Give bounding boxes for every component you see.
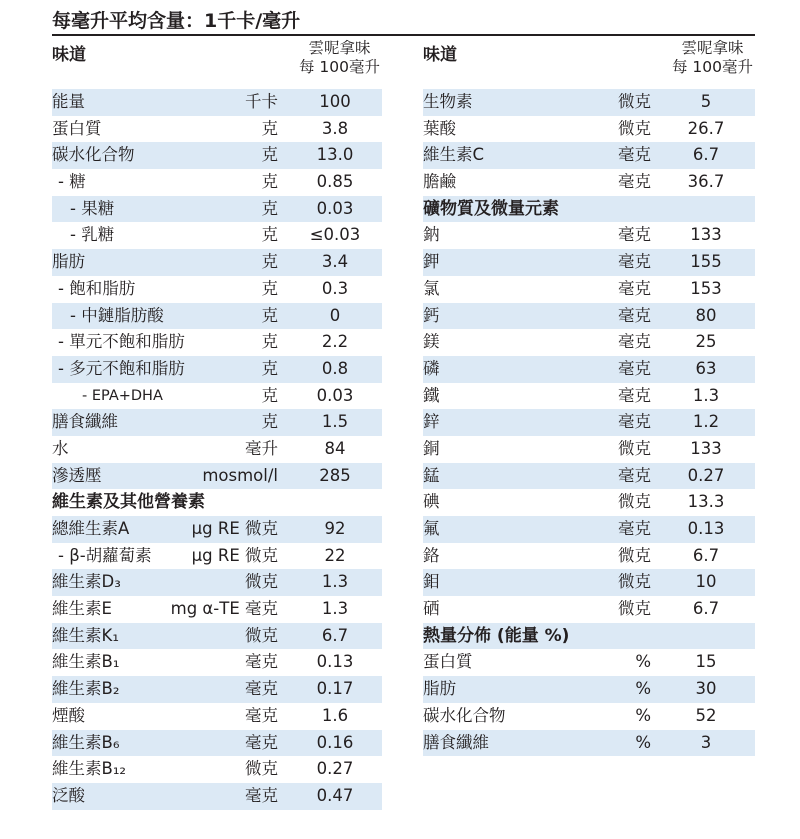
table-row	[52, 276, 382, 303]
nutrient-name: 銅	[423, 438, 440, 458]
nutrient-name: 膽鹼	[423, 172, 456, 192]
nutrient-value: 3.4	[321, 252, 349, 272]
nutrient-name: - 乳糖	[70, 225, 115, 245]
flavor-name: 雲呢拿味	[681, 39, 744, 57]
nutrient-value: 25	[695, 332, 717, 352]
nutrient-value: 1.3	[692, 385, 720, 405]
table-row	[52, 436, 382, 463]
nutrient-unit: 微克	[618, 599, 651, 619]
nutrient-unit: 毫克	[618, 385, 651, 405]
nutrient-unit: 克	[261, 118, 278, 138]
nutrient-unit: 毫克	[618, 145, 651, 165]
table-row	[423, 703, 755, 730]
table-row	[52, 703, 382, 730]
table-row	[52, 569, 382, 596]
nutrient-unit: 毫克	[618, 278, 651, 298]
nutrient-name: 生物素	[423, 92, 473, 111]
right-header	[423, 37, 755, 89]
table-row	[52, 596, 382, 623]
nutrient-value: 0	[329, 305, 341, 325]
nutrient-unit: 毫克	[245, 652, 278, 672]
nutrient-value: 6.7	[692, 599, 720, 619]
nutrient-value: 0.16	[316, 732, 354, 752]
nutrient-name: - 多元不飽和脂肪	[58, 358, 185, 378]
table-row	[423, 569, 755, 596]
nutrient-name: - EPA+DHA	[82, 387, 163, 404]
section-heading-row	[52, 489, 382, 516]
nutrient-unit: 克	[261, 225, 278, 245]
nutrient-unit: 微克	[618, 545, 651, 565]
table-row	[52, 623, 382, 650]
nutrient-unit: µg RE 微克	[191, 545, 278, 565]
nutrient-value: 0.3	[321, 278, 349, 298]
table-row	[52, 516, 382, 543]
nutrient-unit: 克	[261, 145, 278, 165]
nutrient-unit: 毫克	[618, 225, 651, 245]
nutrient-name: 膳食纖維	[52, 412, 118, 432]
nutrient-unit: 克	[261, 332, 278, 352]
left-column	[52, 37, 382, 810]
nutrient-unit: 克	[261, 412, 278, 432]
section-heading-row	[423, 196, 755, 223]
nutrient-unit: 微克	[618, 118, 651, 138]
nutrient-unit: 克	[261, 172, 278, 192]
nutrient-name: 維生素B₁₂	[52, 759, 127, 779]
nutrient-unit: 克	[261, 198, 278, 218]
nutrient-name: 鐵	[423, 385, 440, 405]
nutrient-name: 蛋白質	[52, 118, 102, 138]
nutrient-name: 水	[52, 438, 69, 458]
table-row	[423, 409, 755, 436]
table-row	[423, 329, 755, 356]
table-row	[52, 356, 382, 383]
nutrient-value: 0.03	[316, 385, 354, 405]
table-row	[423, 463, 755, 490]
nutrient-name: 鈉	[423, 225, 440, 245]
table-row	[52, 196, 382, 223]
nutrient-value: 3	[700, 732, 712, 752]
nutrient-unit: 克	[261, 252, 278, 272]
nutrient-unit: 克	[261, 278, 278, 298]
nutrient-name: 脂肪	[423, 679, 456, 699]
nutrient-value: 1.3	[321, 599, 349, 619]
table-row	[423, 436, 755, 463]
nutrient-name: 碳水化合物	[423, 705, 506, 725]
nutrient-unit: 微克	[245, 572, 278, 592]
nutrient-name: 氯	[423, 278, 440, 298]
flavor-heading	[672, 39, 753, 77]
nutrient-unit: 微克	[618, 438, 651, 458]
nutrient-value: 63	[695, 358, 717, 378]
nutrient-name: - 飽和脂肪	[58, 278, 136, 298]
nutrient-unit: 毫克	[618, 332, 651, 352]
nutrient-value: 285	[319, 465, 351, 485]
nutrient-value: 0.03	[316, 198, 354, 218]
table-row	[423, 89, 755, 116]
nutrient-name: 鉀	[423, 252, 440, 272]
nutrient-unit: µg RE 微克	[191, 519, 278, 538]
table-row	[423, 543, 755, 570]
nutrient-name: 總維生素A	[52, 519, 130, 538]
flavor-label: 味道	[52, 45, 86, 65]
nutrient-name: 鉬	[423, 572, 440, 592]
nutrient-unit: %	[635, 705, 651, 725]
nutrient-unit: 微克	[618, 92, 651, 111]
nutrient-value: 6.7	[321, 625, 349, 645]
nutrient-name: 維生素K₁	[52, 625, 119, 645]
nutrient-unit: %	[635, 732, 651, 752]
table-row	[423, 116, 755, 143]
nutrient-unit: 毫克	[245, 705, 278, 725]
nutrient-name: 煙酸	[52, 705, 85, 725]
nutrient-unit: %	[635, 652, 651, 672]
nutrient-name: 鋅	[423, 412, 440, 432]
nutrient-name: 鎂	[423, 332, 440, 352]
nutrient-name: 錳	[423, 465, 440, 485]
nutrient-name: - β-胡蘿蔔素	[58, 545, 152, 565]
nutrient-name: 維生素E	[52, 599, 112, 619]
nutrient-unit: 克	[261, 385, 278, 405]
nutrient-value: 30	[695, 679, 717, 699]
title-rule	[52, 34, 755, 36]
left-rows	[52, 89, 382, 810]
nutrient-unit: 千卡	[245, 92, 278, 111]
table-row	[423, 730, 755, 757]
table-row	[52, 222, 382, 249]
nutrient-value: 0.27	[316, 759, 354, 779]
table-row	[423, 356, 755, 383]
nutrient-name: 磷	[423, 358, 440, 378]
table-row	[423, 596, 755, 623]
right-rows	[423, 89, 755, 756]
nutrient-value: 22	[324, 545, 346, 565]
table-row	[52, 303, 382, 330]
nutrient-name: 維生素B₂	[52, 679, 120, 699]
nutrient-value: 1.3	[321, 572, 349, 592]
nutrient-name: 碳水化合物	[52, 145, 135, 165]
nutrient-value: 92	[324, 519, 346, 538]
nutrient-value: 0.8	[321, 358, 349, 378]
nutrient-unit: mg α-TE 毫克	[170, 599, 278, 619]
nutrient-value: 3.8	[321, 118, 349, 138]
table-row	[423, 489, 755, 516]
table-row	[423, 276, 755, 303]
nutrient-unit: 毫克	[618, 519, 651, 538]
nutrient-name: 維生素B₆	[52, 732, 120, 752]
nutrient-name: 維生素B₁	[52, 652, 120, 672]
nutrient-value: 13.3	[687, 492, 725, 512]
nutrient-unit: 毫克	[618, 252, 651, 272]
nutrient-value: 100	[319, 92, 351, 111]
right-column	[423, 37, 755, 756]
nutrient-name: - 果糖	[70, 198, 115, 218]
section-heading-row	[423, 623, 755, 650]
table-row	[52, 783, 382, 810]
table-row	[52, 142, 382, 169]
nutrient-value: 153	[690, 278, 722, 298]
nutrient-value: 133	[690, 225, 722, 245]
table-row	[423, 649, 755, 676]
table-row	[52, 89, 382, 116]
nutrient-value: 0.13	[687, 519, 725, 538]
nutrient-unit: 微克	[618, 572, 651, 592]
nutrient-unit: 毫升	[245, 438, 278, 458]
nutrient-unit: 毫克	[245, 785, 278, 805]
table-row	[423, 516, 755, 543]
nutrient-value: 0.47	[316, 785, 354, 805]
nutrient-name: 泛酸	[52, 785, 85, 805]
table-row	[52, 383, 382, 410]
table-row	[423, 676, 755, 703]
table-row	[52, 463, 382, 490]
left-header	[52, 37, 382, 89]
nutrient-name: 脂肪	[52, 252, 85, 272]
table-row	[52, 649, 382, 676]
nutrient-value: 5	[700, 92, 712, 111]
nutrient-unit: 毫克	[245, 732, 278, 752]
nutrient-value: 155	[690, 252, 722, 272]
nutrient-value: 0.17	[316, 679, 354, 699]
flavor-name: 雲呢拿味	[308, 39, 371, 57]
nutrient-unit: 毫克	[618, 358, 651, 378]
nutrient-unit: 毫克	[618, 172, 651, 192]
per-label: 每 100毫升	[671, 58, 753, 76]
table-row	[423, 383, 755, 410]
nutrient-value: 13.0	[316, 145, 354, 165]
nutrient-value: 6.7	[692, 145, 720, 165]
nutrient-value: 0.85	[316, 172, 354, 192]
nutrient-name: - 中鏈脂肪酸	[70, 305, 164, 325]
nutrient-unit: %	[635, 679, 651, 699]
nutrient-name: 膳食纖維	[423, 732, 489, 752]
section-title: 熱量分佈 (能量 %)	[423, 625, 570, 646]
flavor-label: 味道	[423, 45, 457, 65]
nutrient-name: 硒	[423, 599, 440, 619]
nutrient-name: 蛋白質	[423, 652, 473, 672]
nutrient-unit: 微克	[245, 625, 278, 645]
nutrient-value: 133	[690, 438, 722, 458]
nutrient-value: 84	[324, 438, 346, 458]
nutrient-name: 維生素D₃	[52, 572, 121, 592]
nutrient-unit: 毫克	[618, 305, 651, 325]
table-row	[52, 676, 382, 703]
table-row	[52, 409, 382, 436]
section-title: 維生素及其他營養素	[52, 492, 205, 513]
table-row	[52, 730, 382, 757]
nutrient-value: 26.7	[687, 118, 725, 138]
nutrient-value: 1.2	[692, 412, 720, 432]
nutrient-name: 葉酸	[423, 118, 456, 138]
table-row	[423, 142, 755, 169]
flavor-heading	[299, 39, 380, 77]
nutrient-unit: 毫克	[245, 679, 278, 699]
table-row	[52, 169, 382, 196]
nutrient-name: 維生素C	[423, 145, 485, 165]
section-title: 礦物質及微量元素	[423, 198, 559, 219]
nutrient-name: - 單元不飽和脂肪	[58, 332, 185, 352]
table-row	[52, 756, 382, 783]
nutrient-unit: 克	[261, 305, 278, 325]
table-row	[423, 169, 755, 196]
nutrient-value: 36.7	[687, 172, 725, 192]
nutrient-unit: 毫克	[618, 465, 651, 485]
nutrient-unit: mosmol/l	[202, 465, 278, 485]
nutrient-value: 1.6	[321, 705, 349, 725]
nutrient-value: 15	[695, 652, 717, 672]
nutrient-value: 10	[695, 572, 717, 592]
nutrient-name: 滲透壓	[52, 465, 102, 485]
table-row	[423, 249, 755, 276]
table-row	[52, 249, 382, 276]
per-label: 每 100毫升	[298, 58, 380, 76]
nutrient-name: 鈣	[423, 305, 440, 325]
nutrient-value: 0.13	[316, 652, 354, 672]
nutrient-unit: 毫克	[618, 412, 651, 432]
nutrient-value: 0.27	[687, 465, 725, 485]
table-row	[423, 222, 755, 249]
nutrient-value: 6.7	[692, 545, 720, 565]
nutrient-name: - 糖	[58, 172, 86, 192]
nutrient-value: 52	[695, 705, 717, 725]
nutrient-value: 1.5	[321, 412, 349, 432]
nutrient-name: 鉻	[423, 545, 440, 565]
nutrient-name: 能量	[52, 92, 85, 111]
table-row	[52, 543, 382, 570]
nutrient-name: 碘	[423, 492, 440, 512]
nutrient-value: 80	[695, 305, 717, 325]
nutrient-unit: 微克	[245, 759, 278, 779]
nutrient-value: ≤0.03	[309, 225, 361, 245]
table-row	[52, 116, 382, 143]
nutrient-name: 氟	[423, 519, 440, 538]
nutrient-unit: 克	[261, 358, 278, 378]
table-row	[52, 329, 382, 356]
table-title: 每毫升平均含量：1千卡/毫升	[52, 10, 301, 32]
nutrient-value: 2.2	[321, 332, 349, 352]
nutrient-unit: 微克	[618, 492, 651, 512]
table-row	[423, 303, 755, 330]
